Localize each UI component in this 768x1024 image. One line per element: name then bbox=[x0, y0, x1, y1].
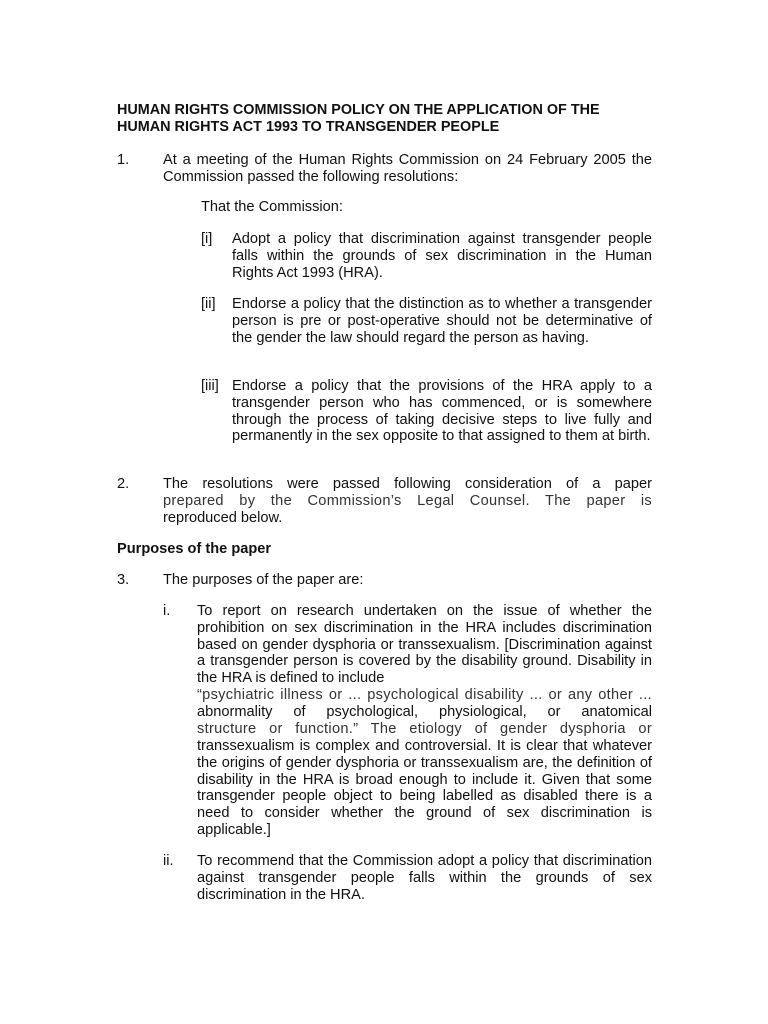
paragraph-2-line-b: prepared by the Commission’s Legal Counsel. The paper is bbox=[163, 493, 652, 509]
paragraph-3-text: The purposes of the paper are: bbox=[163, 572, 364, 588]
document-title bbox=[117, 102, 653, 136]
paragraph-2-line-a: The resolutions were passed following consideration of a paper bbox=[163, 476, 652, 492]
resolution-text-ii: Endorse a policy that the distinction as to whether a transgender person is pre or post-operative should not be determinative of the gender the law should regard the person as having. bbox=[232, 296, 652, 346]
paragraph-number-3: 3. bbox=[117, 572, 130, 588]
paragraph-number-2: 2. bbox=[117, 476, 130, 492]
resolution-label-i: [i] bbox=[201, 231, 213, 247]
resolution-text-i: Adopt a policy that discrimination against transgender people falls within the grounds of sex discrimination in the Human Rights Act 1993 (HRA). bbox=[232, 231, 652, 281]
purpose-text-i-d: structure or function.” The etiology of gender dysphoria or bbox=[197, 721, 652, 737]
purpose-label-i: i. bbox=[163, 603, 171, 619]
purpose-text-i-a: To report on research undertaken on the issue of whether the prohibition on sex discrimination in the HRA includes discrimination based on gender dysphoria or transsexualism. [Discrimination against a transgender person is covered by the disability ground. Disability in the HRA is defined to include bbox=[197, 603, 652, 687]
resolution-text-iii: Endorse a policy that the provisions of the HRA apply to a transgender person who has commenced, or is somewhere through the process of taking decisive steps to live fully and permanently in the sex opposite to that assigned to them at birth. bbox=[232, 378, 652, 445]
title-line-1: HUMAN RIGHTS COMMISSION POLICY ON THE APPLICATION OF THE bbox=[117, 102, 600, 118]
title-line-2: HUMAN RIGHTS ACT 1993 TO TRANSGENDER PEOPLE bbox=[117, 119, 500, 135]
purpose-text-i-b: “psychiatric illness or ... psychological disability ... or any other ... bbox=[197, 687, 652, 703]
purpose-text-ii: To recommend that the Commission adopt a policy that discrimination against transgender people falls within the grounds of sex discrimination in the HRA. bbox=[197, 853, 652, 903]
paragraph-1-text: At a meeting of the Human Rights Commission on 24 February 2005 the Commission passed the following resolutions: bbox=[163, 152, 652, 185]
paragraph-number-1: 1. bbox=[117, 152, 130, 168]
resolution-label-iii: [iii] bbox=[201, 378, 219, 394]
resolution-label-ii: [ii] bbox=[201, 296, 216, 312]
resolution-lead: That the Commission: bbox=[201, 199, 343, 215]
paragraph-2-line-c: reproduced below. bbox=[163, 510, 283, 526]
purpose-label-ii: ii. bbox=[163, 853, 174, 869]
section-heading-purposes: Purposes of the paper bbox=[117, 541, 272, 557]
purpose-text-i-c: abnormality of psychological, physiological, or anatomical bbox=[197, 704, 652, 720]
purpose-text-i-e: transsexualism is complex and controversial. It is clear that whatever the origins of gender dysphoria or transsexualism are, the definition of disability in the HRA is broad enough to include it. Given that some transgender people object to being labelled as disabled there is a need to consider whether the ground of sex discrimination is applicable.] bbox=[197, 738, 652, 838]
